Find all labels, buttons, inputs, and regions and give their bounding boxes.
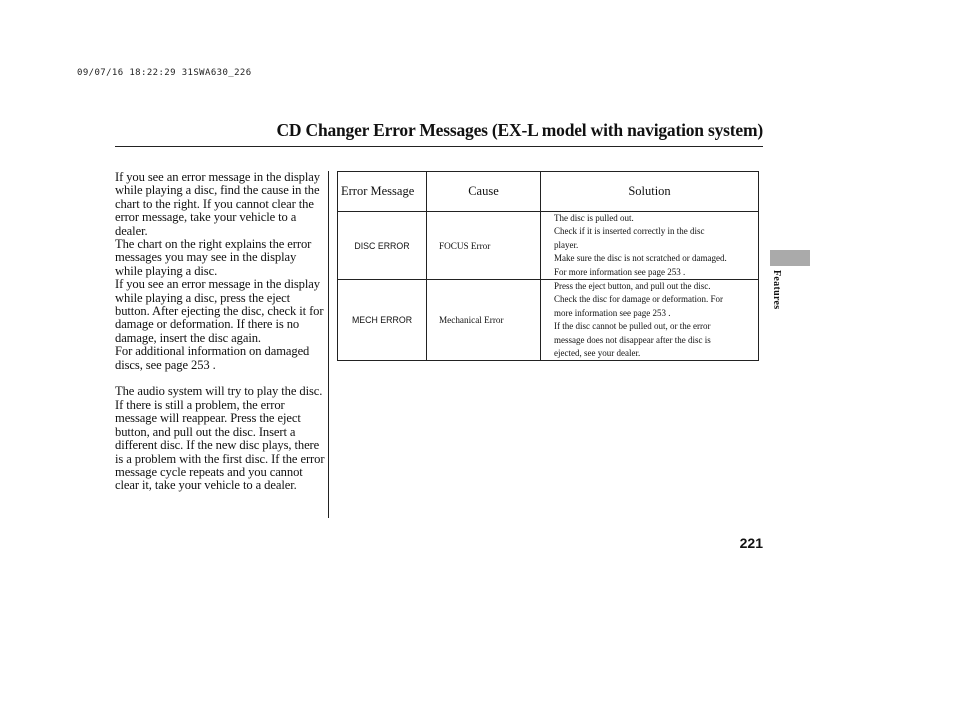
solution-line: If the disc cannot be pulled out, or the error [554,321,711,332]
solution-line: Check if it is inserted correctly in the disc [554,226,705,237]
intro-paragraph-4: For additional information on damaged discs, see page 253 . [115,344,310,372]
header-cause: Cause [427,172,541,212]
header-solution: Solution [541,172,759,212]
solution-line: For more information see page 253 . [554,266,686,277]
row-solution [541,212,759,280]
paragraph-gap [115,372,325,385]
row-cause: FOCUS Error [427,212,541,280]
solution-line: Check the disc for damage or deformation. For [554,294,723,305]
page-number: 221 [739,535,763,551]
solution-line: more information see page 253 . [554,307,671,318]
row-solution [541,280,759,361]
table-row [338,280,759,361]
solution-line: Make sure the disc is not scratched or damaged. [554,253,727,264]
row-cause: Mechanical Error [427,280,541,361]
intro-text-column [115,171,325,493]
header-error-message: Error Message [338,172,427,212]
section-tab-marker [770,250,810,266]
row-error-message: DISC ERROR [338,212,427,280]
solution-line: ejected, see your dealer. [554,348,641,359]
row-error-message: MECH ERROR [338,280,427,361]
solution-line: Press the eject button, and pull out the disc. [554,281,711,292]
table-header-row [338,172,759,212]
column-divider [328,171,329,518]
solution-line: message does not disappear after the disc is [554,334,711,345]
print-timestamp: 09/07/16 18:22:29 31SWA630_226 [77,68,252,78]
intro-paragraph-3: If you see an error message in the display while playing a disc, press the eject button. After ejecting the disc, check it for damage or deformation. If there is no damage, insert the disc again. [115,277,324,345]
error-message-table [337,171,759,361]
solution-line: player. [554,239,579,250]
section-tab-label: Features [771,270,782,310]
title-underline [115,146,763,147]
solution-line: The disc is pulled out. [554,213,634,223]
intro-paragraph-2: The chart on the right explains the error messages you may see in the display while playing a disc. [115,237,312,278]
table-row [338,212,759,280]
intro-paragraph-1: If you see an error message in the display while playing a disc, find the cause in the chart to the right. If you cannot clear the error message, take your vehicle to a dealer. [115,170,320,238]
page-title: CD Changer Error Messages (EX-L model with navigation system) [276,120,763,140]
intro-paragraph-5: The audio system will try to play the disc. If there is still a problem, the error message will reappear. Press the eject button, and pull out the disc. Insert a different disc. If the new disc plays, there is a problem with the first disc. If the error message cycle repeats and you cannot clear it, take your vehicle to a dealer. [115,384,325,493]
